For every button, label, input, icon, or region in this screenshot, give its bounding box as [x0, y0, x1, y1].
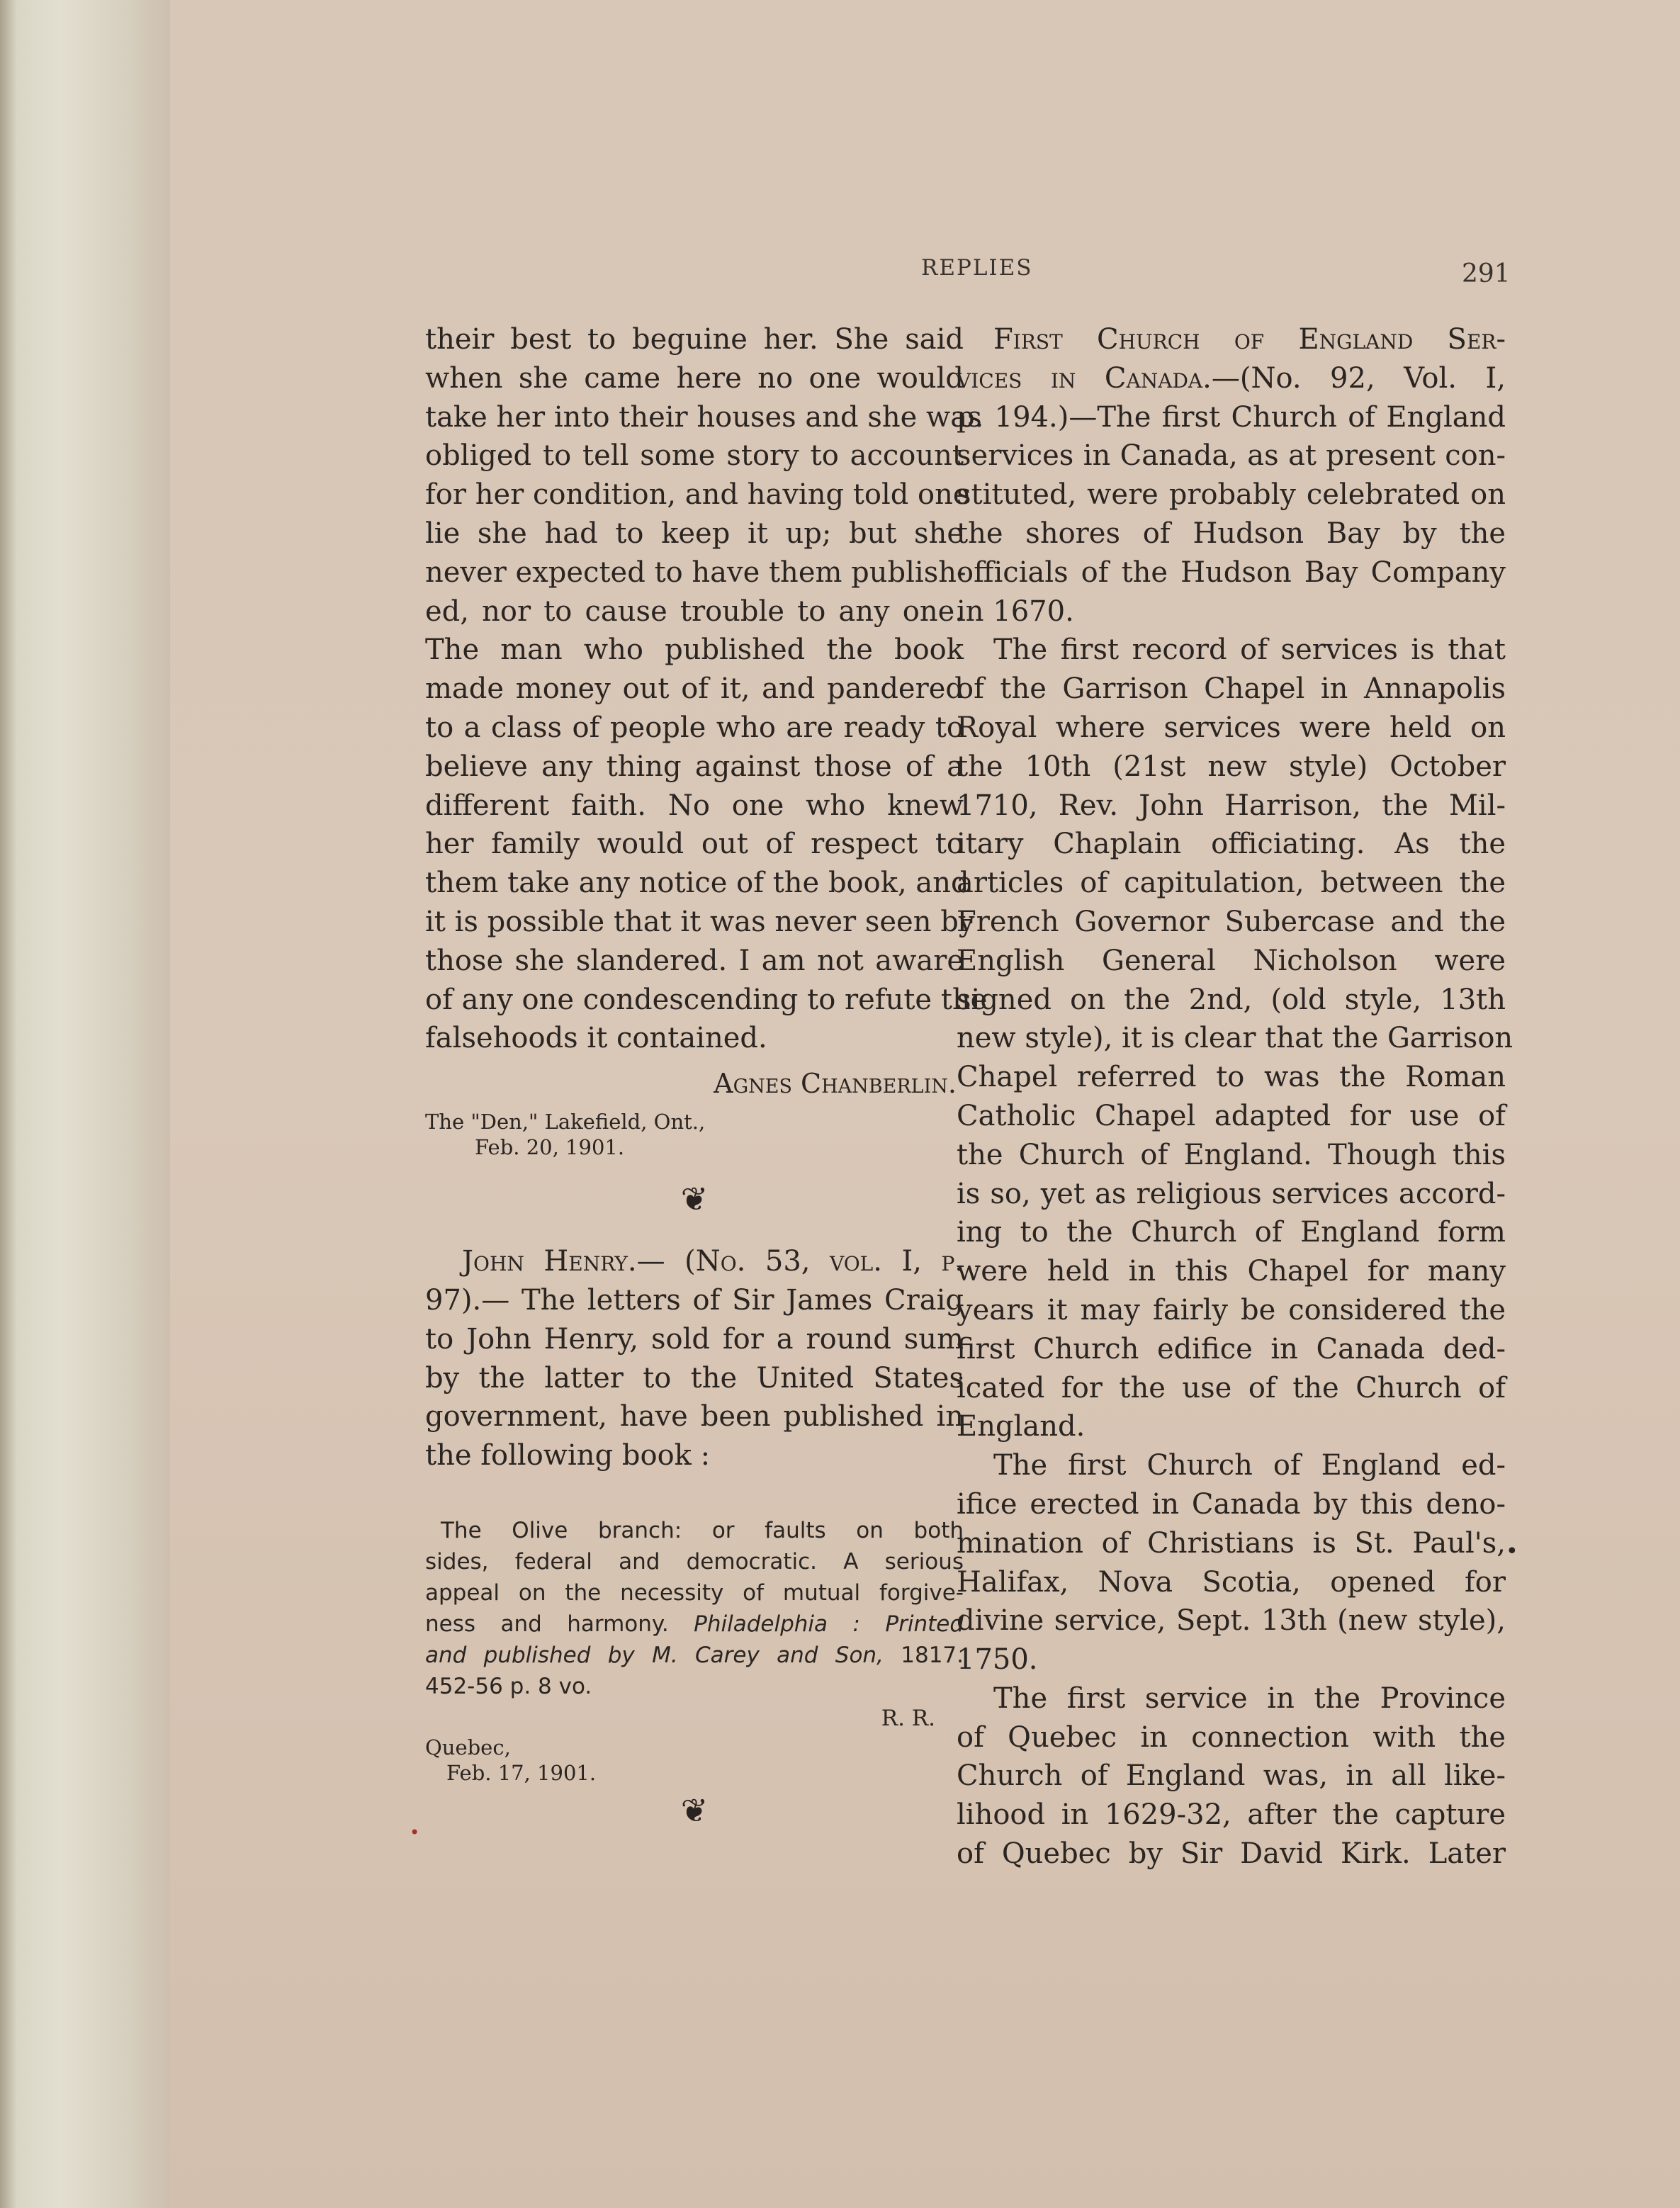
body-line: new style), it is clear that the Garrison	[957, 1022, 1513, 1055]
bibliography-line	[425, 1640, 964, 1671]
initials-signoff: R. R.	[881, 1705, 935, 1731]
bibliography-line: 452-56 p. 8 vo.	[425, 1673, 592, 1699]
bibliography-line	[425, 1609, 964, 1640]
body-line: Church of England was, in all like-	[957, 1759, 1506, 1793]
body-line: of any one condescending to refute the	[425, 983, 988, 1016]
date-line: Feb. 17, 1901.	[446, 1760, 597, 1785]
bibliography-line: The Olive branch: or faults on both	[441, 1517, 964, 1543]
left-column	[425, 320, 988, 1849]
bibliography-line: sides, federal and democratic. A serious	[425, 1548, 964, 1575]
body-line: years it may fairly be considered the	[957, 1293, 1506, 1327]
body-line: of Quebec in connection with the	[957, 1720, 1506, 1754]
dateline: The "Den," Lakefield, Ont.,	[425, 1110, 706, 1134]
fleuron-ornament: ❦	[680, 1180, 709, 1219]
entry-heading-caps: vices in Canada.	[957, 361, 1212, 395]
body-line: ed, nor to cause trouble to any one.	[425, 595, 964, 628]
body-line: The first service in the Province	[993, 1682, 1506, 1715]
bibliography-imprint: Philadelphia : Printed	[694, 1611, 964, 1637]
body-line: falsehoods it contained.	[425, 1022, 767, 1055]
body-line: those she slandered. I am not aware	[425, 944, 964, 977]
body-line: The first record of services is that	[993, 633, 1506, 667]
body-line: Catholic Chapel adapted for use of	[957, 1099, 1506, 1132]
entry-heading-line	[425, 1242, 964, 1281]
body-line: itary Chaplain officiating. As the	[957, 828, 1506, 861]
body-line: government, have been published in	[425, 1400, 964, 1433]
body-line: signed on the 2nd, (old style, 13th	[957, 983, 1506, 1016]
margin-dot-mark: •	[410, 1823, 420, 1842]
body-line: the 10th (21st new style) October	[957, 750, 1506, 783]
body-line: The man who published the book	[425, 633, 964, 667]
fleuron-ornament: ❦	[680, 1791, 709, 1830]
body-line: when she came here no one would	[425, 361, 964, 395]
bibliography-year: 1817.	[901, 1642, 964, 1668]
margin-dot-mark: •	[1506, 1539, 1518, 1564]
signature: Agnes Chanberlin.	[714, 1068, 957, 1100]
body-line: their best to beguine her. She said	[425, 323, 964, 356]
body-line: articles of capitulation, between the	[957, 867, 1506, 900]
body-line: Halifax, Nova Scotia, opened for	[957, 1565, 1506, 1599]
body-line: lihood in 1629-32, after the capture	[957, 1798, 1506, 1832]
right-column	[957, 320, 1513, 1874]
body-line: in 1670.	[957, 595, 1074, 628]
body-line: it is possible that it was never seen by	[425, 905, 975, 938]
body-line: divine service, Sept. 13th (new style),	[957, 1604, 1506, 1638]
body-line: mination of Christians is St. Paul's,	[957, 1526, 1506, 1560]
body-line: lie she had to keep it up; but she	[425, 517, 964, 550]
body-line: to a class of people who are ready to	[425, 711, 964, 744]
body-line: Royal where services were held on	[957, 711, 1506, 744]
entry-heading: First Church of England Ser-	[993, 323, 1506, 356]
body-line: 97).— The letters of Sir James Craig	[425, 1283, 964, 1317]
body-line: of the Garrison Chapel in Annapolis	[957, 672, 1506, 706]
body-line: first Church edifice in Canada ded-	[957, 1332, 1506, 1365]
body-line: The first Church of England ed-	[993, 1449, 1506, 1482]
body-line: ing to the Church of England form	[957, 1216, 1506, 1249]
body-line: different faith. No one who knew	[425, 789, 964, 822]
body-line: were held in this Chapel for many	[957, 1255, 1506, 1288]
body-line: icated for the use of the Church of	[957, 1371, 1506, 1404]
bibliography-line: appeal on the necessity of mutual forgive-	[425, 1579, 964, 1606]
body-line: believe any thing against those of a	[425, 750, 964, 783]
running-head: REPLIES	[921, 255, 1033, 281]
body-line: stituted, were probably celebrated on	[957, 478, 1506, 512]
body-line: by the latter to the United States	[425, 1361, 964, 1395]
body-line: of Quebec by Sir David Kirk. Later	[957, 1837, 1506, 1871]
body-line: the following book :	[425, 1439, 711, 1472]
body-line: made money out of it, and pandered	[425, 672, 964, 706]
body-line: English General Nicholson were	[957, 944, 1506, 977]
body-line: services in Canada, as at present con-	[957, 439, 1506, 473]
body-line: her family would out of respect to	[425, 828, 964, 861]
body-line: 1710, Rev. John Harrison, the Mil-	[957, 789, 1506, 822]
place-line: Quebec,	[425, 1735, 511, 1759]
body-line: 1750.	[957, 1643, 1038, 1677]
body-line: French Governor Subercase and the	[957, 905, 1506, 938]
body-line: is so, yet as religious services accord-	[957, 1177, 1506, 1210]
dateline-date: Feb. 20, 1901.	[475, 1135, 625, 1160]
body-line: take her into their houses and she was	[425, 400, 982, 434]
body-line: the Church of England. Though this	[957, 1138, 1506, 1171]
bibliography-text: ness and harmony.	[425, 1611, 669, 1637]
entry-heading: John Henry.— (No. 53, vol. I, p.	[462, 1245, 964, 1278]
bibliography-imprint: and published by M. Carey and Son,	[425, 1642, 884, 1668]
body-line: for her condition, and having told one	[425, 478, 970, 512]
body-line: Chapel referred to was the Roman	[957, 1061, 1506, 1094]
body-line: them take any notice of the book, and	[425, 867, 969, 900]
page-number: 291	[1462, 259, 1511, 288]
body-line: ifice erected in Canada by this deno-	[957, 1487, 1506, 1521]
body-line: England.	[957, 1410, 1086, 1443]
body-line: officials of the Hudson Bay Company	[957, 556, 1506, 589]
body-line: never expected to have them publish-	[425, 556, 966, 589]
entry-reference: —(No. 92, Vol. I,	[1211, 361, 1506, 395]
book-gutter	[0, 0, 170, 2208]
body-line: the shores of Hudson Bay by the	[957, 517, 1506, 550]
body-line: to John Henry, sold for a round sum	[425, 1322, 964, 1356]
body-line: p. 194.)—The first Church of England	[957, 400, 1506, 434]
entry-heading-line	[957, 359, 1506, 398]
body-line: obliged to tell some story to account	[425, 439, 964, 473]
